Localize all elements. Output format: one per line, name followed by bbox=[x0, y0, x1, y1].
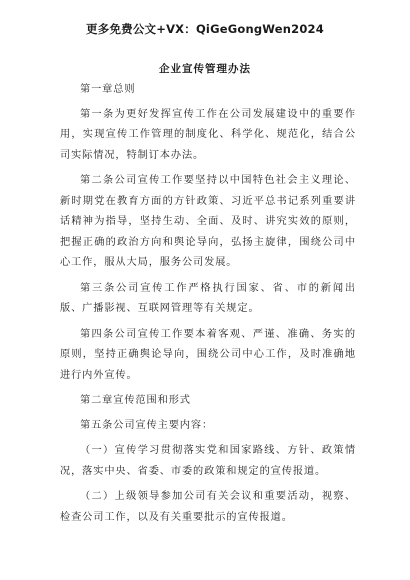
chapter-heading: 第二章宣传范围和形式 bbox=[80, 395, 191, 406]
chapter-heading: 第一章总则 bbox=[80, 84, 136, 95]
watermark-header: 更多免费公文+VX：QiGeGongWen2024 bbox=[86, 22, 324, 36]
list-item-paragraph: （一）宣传学习贯彻落实党和国家路线、方针、政策情况，落实中央、省委、市委的政策和规定的宣传报道。 bbox=[60, 445, 356, 477]
article-paragraph: 第五条公司宣传主要内容： bbox=[80, 419, 214, 431]
article-paragraph: 第二条公司宣传工作要坚持以中国特色社会主义理论、新时期党在教育方面的方针政策、习近平总书记系列重要讲话精神为指导，坚持生动、全面、及时、讲究实效的原则，把握正确的政治方向和舆论导向，弘扬主旋律，围绕公司中心工作，服从大局，服务公司发展。 bbox=[60, 175, 356, 268]
article-paragraph: 第四条公司宣传工作要本着客观、严谨、准确、务实的原则，坚持正确舆论导向，围绕公司中心工作，及时准确地进行内外宣传。 bbox=[60, 328, 356, 381]
article-paragraph: 第三条公司宣传工作严格执行国家、省、市的新闻出版、广播影视、互联网管理等有关规定。 bbox=[60, 282, 356, 314]
document-body bbox=[60, 80, 356, 533]
document-title: 企业宣传管理办法 bbox=[159, 63, 251, 75]
article-paragraph: 第一条为更好发挥宣传工作在公司发展建设中的重要作用，实现宣传工作管理的制度化、科学化、规范化，结合公司实际情况，特制订本办法。 bbox=[60, 108, 356, 161]
list-item-paragraph: （二）上级领导参加公司有关会议和重要活动，视察、检查公司工作，以及有关重要批示的宣传报道。 bbox=[60, 491, 356, 523]
